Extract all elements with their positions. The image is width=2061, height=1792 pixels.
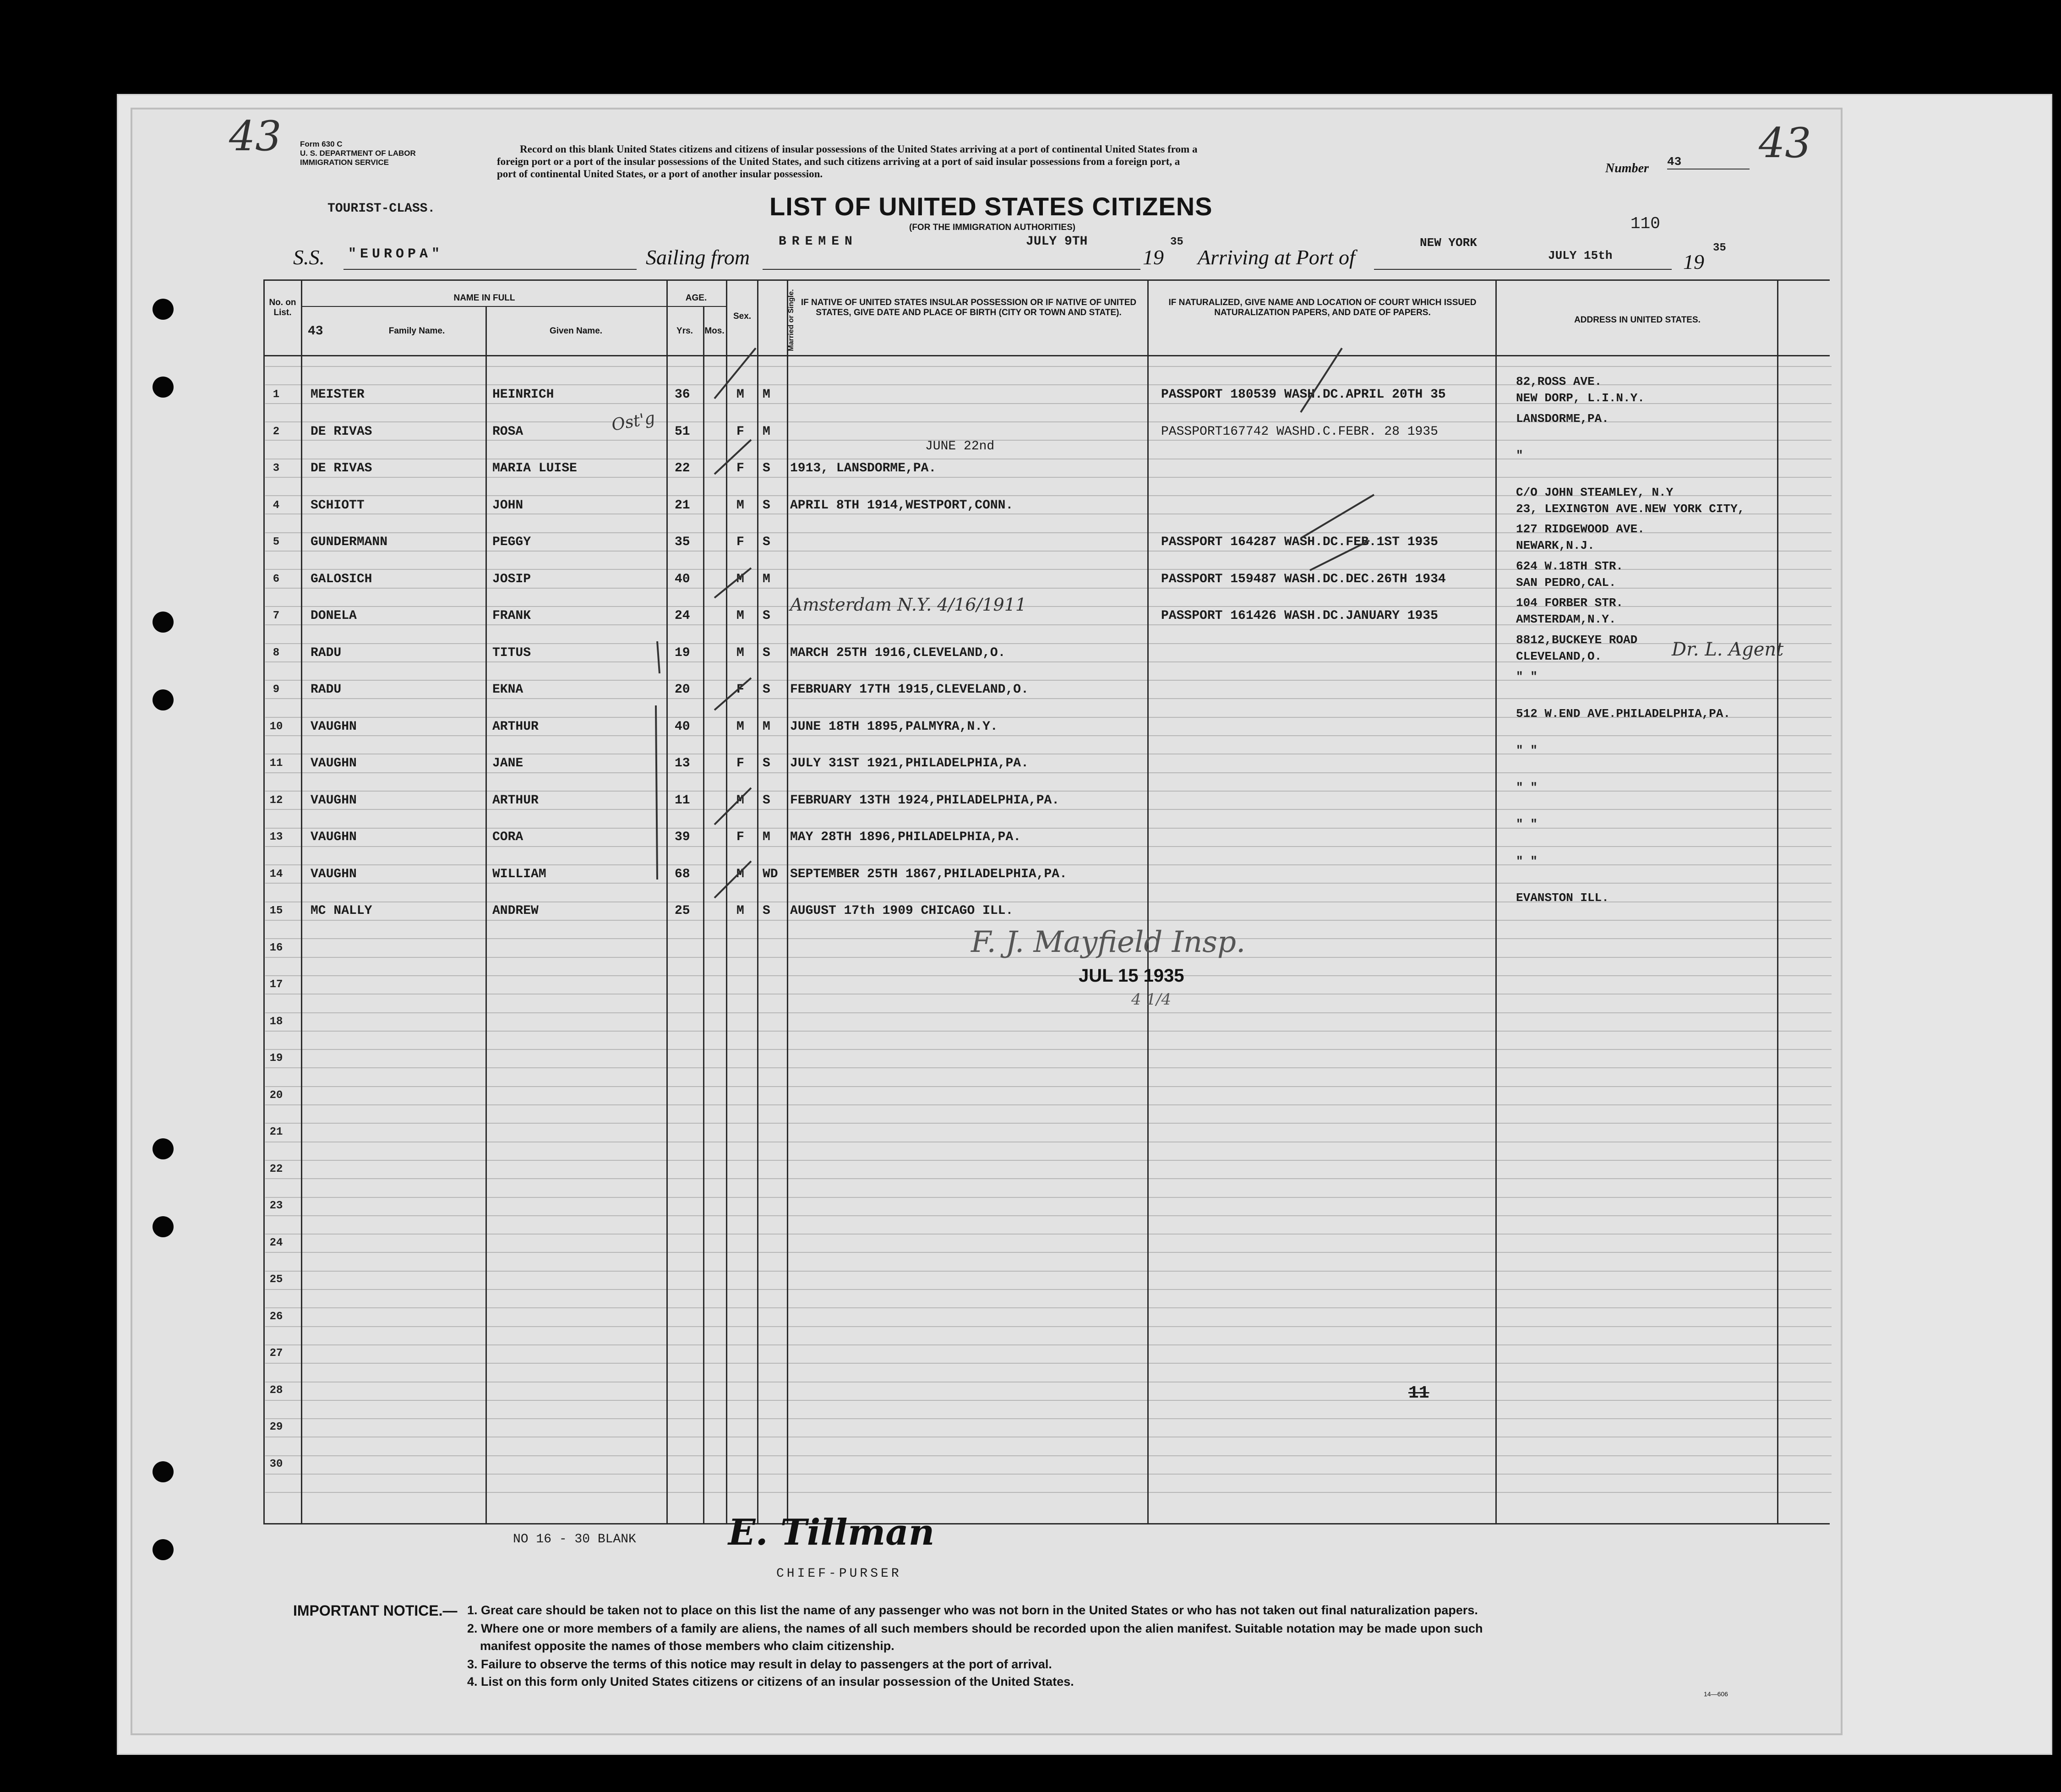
row-addr2: AMSTERDAM,N.Y. [1516,612,1616,626]
check-mark [1310,541,1369,570]
row-sex: F [736,535,744,549]
row-given: ARTHUR [492,719,539,734]
row-no: 5 [273,536,280,548]
row-ms: M [763,719,770,734]
row-sex: M [736,388,744,402]
arrival-year-prefix: 19 [1683,250,1704,273]
row-family: VAUGHN [311,793,357,808]
row-sex: F [736,830,744,844]
arrival-year-suffix: 35 [1713,242,1726,254]
row-age: 24 [675,609,690,623]
row-given: EKNA [492,683,523,697]
row-nat: PASSPORT167742 WASHD.C.FEBR. 28 1935 [1161,424,1438,439]
row-addr1: " " [1516,670,1538,683]
row-birth-month: JUNE 22nd [925,439,995,453]
row-age: 19 [675,645,690,660]
row-ms: S [763,793,770,808]
row-given: JOSIP [492,572,531,586]
header-age: AGE. [685,293,707,303]
row-family: MEISTER [311,388,365,402]
row-given: MARIA LUISE [492,461,577,475]
row-no: 24 [269,1236,283,1249]
stamp-date: JUL 15 1935 [1079,966,1184,986]
row-no: 25 [269,1273,283,1286]
number-label: Number [1605,161,1649,175]
rosa-note: Ost'g [610,409,657,435]
row-given: PEGGY [492,535,531,549]
row-family: GALOSICH [311,572,372,586]
notice-item: manifest opposite the names of those members who claim citizenship. [480,1639,894,1653]
header-given-name: Given Name. [549,326,603,336]
row-no: 7 [273,610,280,622]
arrival-port: NEW YORK [1420,236,1477,250]
notice-item: 2. Where one or more members of a family are aliens, the names of all such members should be recorded upon the alien manifest. Suitable notation may be made upon such [467,1622,1483,1635]
notice-item: 3. Failure to observe the terms of this notice may result in delay to passengers at the port of arrival. [467,1657,1052,1671]
row-family: VAUGHN [311,867,357,881]
row-addr1: " [1516,448,1523,462]
row-age: 22 [675,461,690,475]
page-number-right: 43 [1759,119,1811,167]
header-list-no: 43 [308,324,323,339]
donela-birth-handwritten: Amsterdam N.Y. 4/16/1911 [790,595,1027,615]
check-mark [714,440,751,474]
row-birth: APRIL 8TH 1914,WESTPORT,CONN. [790,498,1014,513]
row-given: JOHN [492,498,523,513]
row-addr1: 512 W.END AVE.PHILADELPHIA,PA. [1516,706,1731,721]
check-mark [1301,348,1342,412]
row-no: 9 [273,683,280,696]
row-sex: M [736,572,744,586]
radu-note: Dr. L. Agent [1672,639,1784,660]
page-mark: 11 [1408,1383,1429,1403]
stamp-number: 110 [1630,214,1660,233]
row-sex: F [736,461,744,475]
row-family: SCHIOTT [311,498,365,513]
row-addr2: SAN PEDRO,CAL. [1516,575,1616,590]
row-no: 11 [269,757,283,770]
row-ms: M [763,388,770,402]
row-no: 6 [273,573,280,585]
form-number: Form 630 C [300,140,343,148]
row-no: 20 [269,1089,283,1102]
row-family: GUNDERMANN [311,535,388,549]
row-age: 68 [675,867,690,881]
row-birth: MARCH 25TH 1916,CLEVELAND,O. [790,645,1006,660]
row-addr1: EVANSTON ILL. [1516,891,1609,905]
row-given: HEINRICH [492,388,554,402]
sailing-date: JULY 9TH [1026,235,1088,249]
row-no: 23 [269,1200,283,1212]
row-birth: 1913, LANSDORME,PA. [790,461,937,475]
row-age: 20 [675,683,690,697]
row-ms: S [763,756,770,770]
row-no: 27 [269,1347,283,1360]
row-ms: S [763,535,770,549]
row-given: ANDREW [492,904,539,918]
notice-item: 4. List on this form only United States citizens or citizens of an insular possession of the United States. [467,1675,1074,1688]
row-sex: F [736,683,744,697]
row-no: 4 [273,499,280,512]
row-birth: SEPTEMBER 25TH 1867,PHILADELPHIA,PA. [790,867,1067,881]
arrival-date: JULY 15th [1548,249,1613,262]
row-sex: M [736,498,744,513]
row-addr1: 8812,BUCKEYE ROAD [1516,633,1638,647]
year-prefix: 19 [1143,246,1164,269]
header-naturalized: IF NATURALIZED, GIVE NAME AND LOCATION OF COURT WHICH ISSUED NATURALIZATION PAPERS, AND DATE OF PAPERS. [1168,298,1477,317]
check-mark [714,678,751,710]
row-no: 18 [269,1015,283,1028]
sailing-label: Sailing from [646,246,750,269]
row-age: 36 [675,388,690,402]
row-family: VAUGHN [311,756,357,770]
row-family: DONELA [311,609,357,623]
row-age: 39 [675,830,690,844]
row-no: 3 [273,462,280,475]
row-family: VAUGHN [311,719,357,734]
row-no: 16 [269,941,283,954]
class-label: TOURIST-CLASS. [327,202,436,216]
row-ms: M [763,830,770,844]
row-no: 13 [269,831,283,843]
row-sex: M [736,719,744,734]
department-name: U. S. DEPARTMENT OF LABOR [300,149,416,158]
row-nat: PASSPORT 180539 WASH.DC.APRIL 20TH 35 [1161,388,1446,402]
row-addr1: " " [1516,743,1538,757]
row-given: ARTHUR [492,793,539,808]
row-ms: M [763,424,770,439]
check-mark [657,641,660,673]
row-no: 8 [273,646,280,659]
row-given: JANE [492,756,523,770]
row-birth: FEBRUARY 17TH 1915,CLEVELAND,O. [790,683,1029,697]
check-mark [1301,495,1374,538]
row-no: 1 [273,388,280,401]
row-no: 19 [269,1052,283,1065]
row-no: 28 [269,1384,283,1397]
check-mark [714,348,756,399]
row-age: 21 [675,498,690,513]
notice-label: IMPORTANT NOTICE.— [293,1602,458,1619]
row-given: TITUS [492,645,531,660]
row-family: DE RIVAS [311,424,372,439]
row-ms: S [763,609,770,623]
row-sex: M [736,645,744,660]
header-yrs: Yrs. [676,326,693,336]
row-sex: F [736,756,744,770]
record-line: foreign port or a port of the insular possessions of the United States, and such citizens arriving at a port of said insular possessions from a foreign port, a [497,156,1180,167]
chief-purser-signature: E. Tillman [728,1512,935,1553]
row-addr1: " " [1516,780,1538,794]
row-age: 25 [675,904,690,918]
header-family-name: Family Name. [388,326,445,336]
row-addr2: CLEVELAND,O. [1516,649,1602,663]
row-given: FRANK [492,609,531,623]
row-no: 30 [269,1458,283,1470]
check-mark [656,705,657,880]
chief-purser-label: CHIEF-PURSER [776,1567,902,1581]
row-ms: S [763,645,770,660]
row-birth: MAY 28TH 1896,PHILADELPHIA,PA. [790,830,1021,844]
row-addr1: LANSDORME,PA. [1516,411,1609,426]
header-no-on-list: No. on List. [269,298,296,317]
arriving-label: Arriving at Port of [1198,246,1355,269]
header-birth: IF NATIVE OF UNITED STATES INSULAR POSSESSION OR IF NATIVE OF UNITED STATES, GIVE DATE AND PLACE OF BIRTH (CITY OR TOWN AND STATE). [801,298,1137,317]
row-ms: M [763,572,770,586]
check-mark [714,788,751,825]
row-addr1: " " [1516,854,1538,868]
row-family: RADU [311,645,342,660]
row-birth: AUGUST 17th 1909 CHICAGO ILL. [790,904,1014,918]
ss-label: S.S. [293,246,325,269]
row-addr1: 624 W.18TH STR. [1516,559,1624,573]
row-nat: PASSPORT 159487 WASH.DC.DEC.26TH 1934 [1161,572,1446,586]
row-ms: S [763,461,770,475]
header-sex: Sex. [733,311,752,321]
row-family: VAUGHN [311,830,357,844]
row-family: MC NALLY [311,904,372,918]
stamp-sub: 4 1/4 [1131,990,1172,1009]
page-subtitle: (FOR THE IMMIGRATION AUTHORITIES) [909,223,1076,232]
row-sex: M [736,609,744,623]
print-code: 14—606 [1704,1690,1728,1698]
row-age: 35 [675,535,690,549]
row-addr2: NEW DORP, L.I.N.Y. [1516,391,1645,405]
row-addr2: 23, LEXINGTON AVE.NEW YORK CITY, [1516,502,1745,516]
row-ms: S [763,904,770,918]
service-name: IMMIGRATION SERVICE [300,158,389,167]
row-given: CORA [492,830,523,844]
row-no: 12 [269,794,283,807]
row-no: 10 [269,720,283,733]
row-addr1: " " [1516,817,1538,831]
inspector-signature: F. J. Mayfield Insp. [971,925,1246,959]
number-value: 43 [1667,155,1750,169]
row-addr2: NEWARK,N.J. [1516,539,1595,552]
blank-note: NO 16 - 30 BLANK [513,1532,636,1546]
row-nat: PASSPORT 161426 WASH.DC.JANUARY 1935 [1161,609,1438,623]
row-no: 21 [269,1126,283,1138]
header-name-in-full: NAME IN FULL [453,293,515,303]
row-sex: M [736,904,744,918]
row-no: 14 [269,868,283,880]
row-birth: JUNE 18TH 1895,PALMYRA,N.Y. [790,719,998,734]
page-number-left: 43 [229,112,282,160]
header-married: Married or Single. [787,289,795,351]
row-no: 15 [269,905,283,917]
row-given: ROSA [492,424,523,439]
row-sex: M [736,867,744,881]
row-age: 40 [675,719,690,734]
row-given: WILLIAM [492,867,546,881]
row-birth: FEBRUARY 13TH 1924,PHILADELPHIA,PA. [790,793,1060,808]
sailing-port: BREMEN [779,235,858,249]
row-ms: S [763,498,770,513]
row-family: RADU [311,683,342,697]
check-mark [714,568,751,598]
notice-item: 1. Great care should be taken not to place on this list the name of any passenger who was not born in the United States or who has not taken out final naturalization papers. [467,1603,1478,1617]
row-age: 11 [675,793,690,808]
row-no: 29 [269,1421,283,1433]
row-addr1: 104 FORBER STR. [1516,596,1624,610]
row-nat: PASSPORT 164287 WASH.DC.FEB.1ST 1935 [1161,535,1438,549]
page-title: LIST OF UNITED STATES CITIZENS [769,192,1213,221]
row-family: DE RIVAS [311,461,372,475]
row-addr1: 127 RIDGEWOOD AVE. [1516,522,1645,536]
row-birth: JULY 31ST 1921,PHILADELPHIA,PA. [790,756,1029,770]
row-ms: S [763,683,770,697]
row-age: 40 [675,572,690,586]
row-addr1: 82,ROSS AVE. [1516,375,1602,388]
row-age: 51 [675,424,690,439]
ship-name: "EUROPA" [348,246,444,262]
row-no: 26 [269,1310,283,1323]
row-no: 2 [273,425,280,438]
record-line: port of continental United States, or a port of another insular possession. [497,168,823,180]
row-sex: M [736,793,744,808]
year-suffix: 35 [1170,236,1183,248]
row-no: 22 [269,1163,283,1175]
check-mark [714,861,751,898]
row-addr1: C/O JOHN STEAMLEY, N.Y [1516,485,1674,499]
row-ms: WD [763,867,778,881]
row-no: 17 [269,978,283,991]
row-sex: F [736,424,744,439]
record-line: Record on this blank United States citizens and citizens of insular possessions of the United States arriving at a port of continental United States from a [520,143,1198,155]
row-age: 13 [675,756,690,770]
header-mos: Mos. [704,326,725,336]
header-address: ADDRESS IN UNITED STATES. [1574,315,1701,325]
